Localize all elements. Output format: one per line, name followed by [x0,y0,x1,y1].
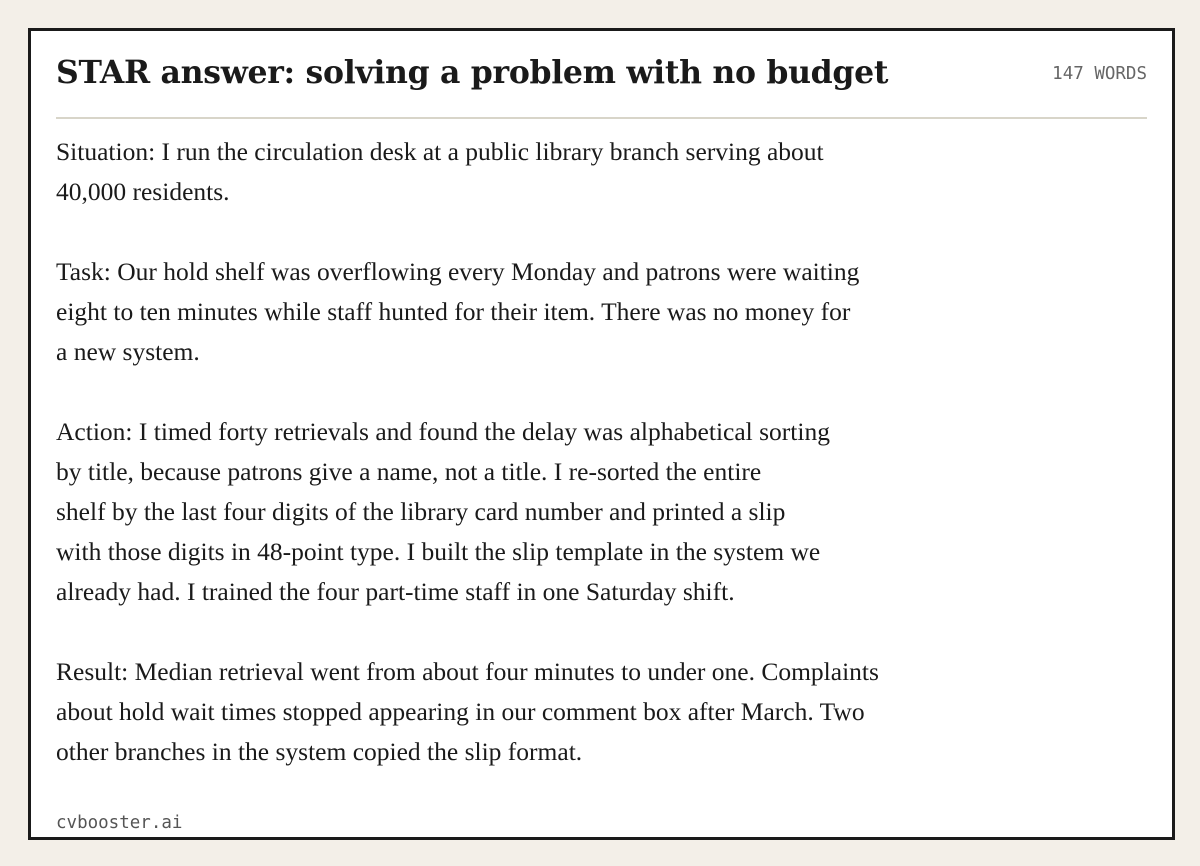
answer-body: Situation: I run the circulation desk at a public library branch serving about 40,000 residents. Task: Our hold shelf was overflowing every Monday and patrons were waiting eight to ten minutes while staff hunted for their item. There was no money for a new system. Action: I timed forty retrievals and found the delay was alphabetical sorting by title, because patrons give a name, not a title. I re-sorted the entire shelf by the last four digits of the library card number and printed a slip with those digits in 48-point type. I built the slip template in the system we already had. I trained the four part-time staff in one Saturday shift. Result: Median retrieval went from about four minutes to under one. Complaints about hold wait times stopped appearing in our comment box after March. Two other branches in the system copied the slip format. [56,137,879,766]
star-answer-card [28,28,1175,840]
word-count-label: 147 WORDS [1052,64,1147,84]
card-header [56,31,1147,119]
footer-brand: cvbooster.ai [56,813,183,833]
card-title: STAR answer: solving a problem with no budget [56,54,889,91]
